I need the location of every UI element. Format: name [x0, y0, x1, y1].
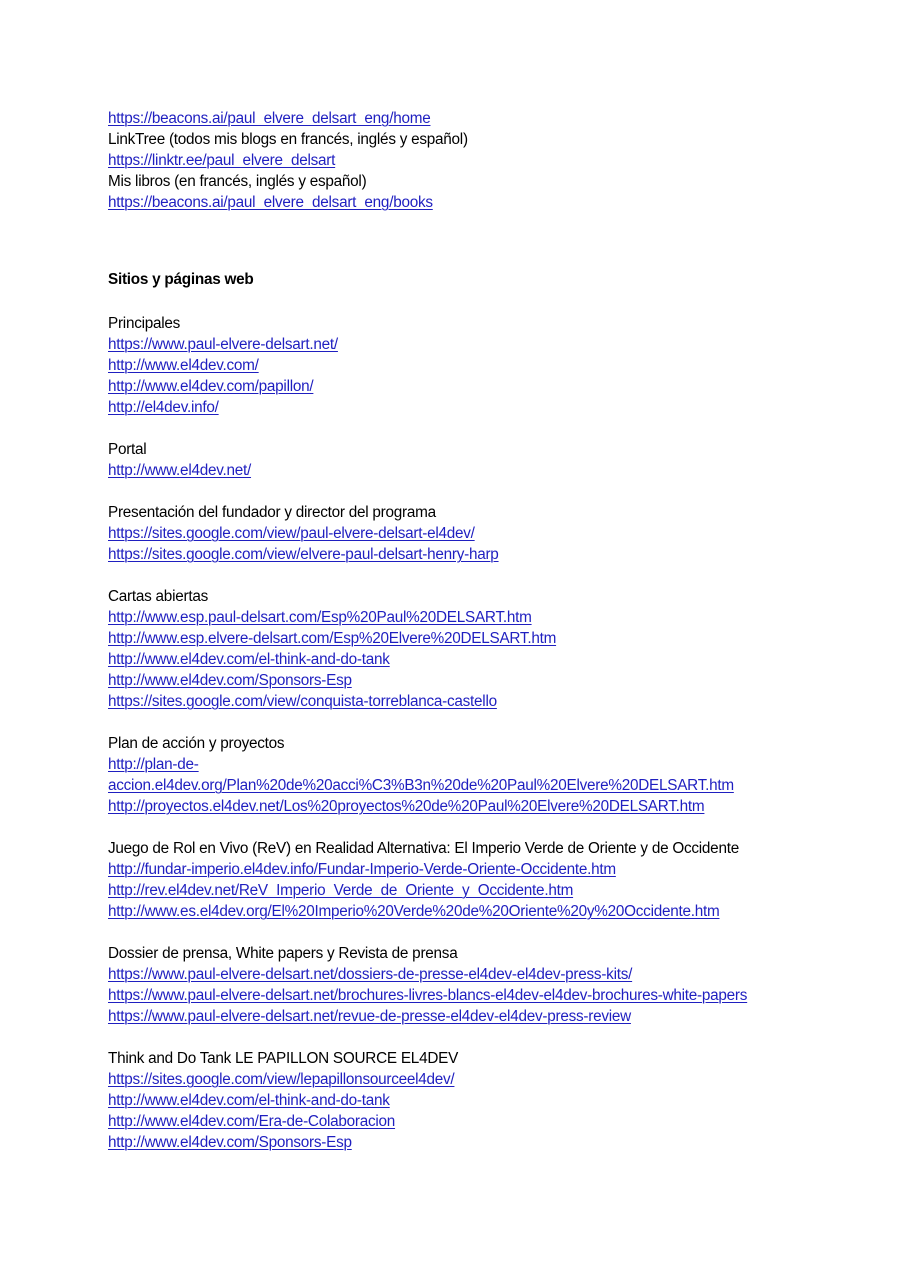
group-title: Portal — [108, 441, 147, 458]
group-link[interactable]: https://www.paul-elvere-delsart.net/revue-de-presse-el4dev-el4dev-press-review — [108, 1008, 631, 1025]
group-link[interactable]: http://www.el4dev.com/el-think-and-do-tank — [108, 651, 390, 668]
group-link[interactable]: http://www.el4dev.com/Sponsors-Esp — [108, 672, 352, 689]
group-link[interactable]: http://rev.el4dev.net/ReV_Imperio_Verde_de_Oriente_y_Occidente.htm — [108, 882, 574, 899]
group-link[interactable]: accion.el4dev.org/Plan%20de%20acci%C3%B3n%20de%20Paul%20Elvere%20DELSART.htm — [108, 777, 734, 794]
group-title: Presentación del fundador y director del programa — [108, 504, 436, 521]
group-link[interactable]: http://fundar-imperio.el4dev.info/Fundar-Imperio-Verde-Oriente-Occidente.htm — [108, 861, 616, 878]
group-link[interactable]: https://sites.google.com/view/paul-elvere-delsart-el4dev/ — [108, 525, 475, 542]
group-link[interactable]: https://www.paul-elvere-delsart.net/dossiers-de-presse-el4dev-el4dev-press-kits/ — [108, 966, 633, 983]
group-link[interactable]: http://www.esp.paul-delsart.com/Esp%20Paul%20DELSART.htm — [108, 609, 532, 626]
group-link[interactable]: http://plan-de- — [108, 756, 199, 773]
group-title: Cartas abiertas — [108, 588, 208, 605]
group-plan-de-accion — [108, 733, 888, 817]
group-title: Think and Do Tank LE PAPILLON SOURCE EL4DEV — [108, 1050, 459, 1067]
group-link[interactable]: http://www.el4dev.com/ — [108, 357, 259, 374]
group-link[interactable]: http://www.esp.elvere-delsart.com/Esp%20Elvere%20DELSART.htm — [108, 630, 557, 647]
group-link[interactable]: http://www.el4dev.com/Era-de-Colaboracion — [108, 1113, 396, 1130]
group-dossier-de-prensa — [108, 943, 888, 1027]
group-title: Plan de acción y proyectos — [108, 735, 285, 752]
group-portal — [108, 439, 888, 481]
group-link[interactable]: https://sites.google.com/view/conquista-torreblanca-castello — [108, 693, 497, 710]
group-presentacion — [108, 502, 888, 565]
group-link[interactable]: http://www.el4dev.com/el-think-and-do-tank — [108, 1092, 390, 1109]
books-description: Mis libros (en francés, inglés y español) — [108, 173, 367, 190]
top-links-block — [108, 108, 888, 213]
group-link[interactable]: http://proyectos.el4dev.net/Los%20proyectos%20de%20Paul%20Elvere%20DELSART.htm — [108, 798, 705, 815]
group-link[interactable]: http://www.el4dev.net/ — [108, 462, 252, 479]
group-cartas-abiertas — [108, 586, 888, 712]
group-link[interactable]: https://www.paul-elvere-delsart.net/ — [108, 336, 338, 353]
document-page — [108, 108, 888, 1153]
group-title: Dossier de prensa, White papers y Revista de prensa — [108, 945, 458, 962]
group-title: Principales — [108, 315, 181, 332]
linktree-link[interactable]: https://linktr.ee/paul_elvere_delsart — [108, 152, 336, 169]
group-link[interactable]: http://www.el4dev.com/papillon/ — [108, 378, 314, 395]
group-link[interactable]: https://sites.google.com/view/lepapillonsourceel4dev/ — [108, 1071, 455, 1088]
group-link[interactable]: https://sites.google.com/view/elvere-paul-delsart-henry-harp — [108, 546, 499, 563]
group-link[interactable]: http://www.el4dev.com/Sponsors-Esp — [108, 1134, 352, 1151]
group-title: Juego de Rol en Vivo (ReV) en Realidad Alternativa: El Imperio Verde de Oriente y de Occidente — [108, 840, 739, 857]
group-link[interactable]: http://www.es.el4dev.org/El%20Imperio%20Verde%20de%20Oriente%20y%20Occidente.htm — [108, 903, 720, 920]
group-think-and-do-tank — [108, 1048, 888, 1153]
beacons-books-link[interactable]: https://beacons.ai/paul_elvere_delsart_eng/books — [108, 194, 433, 211]
group-link[interactable]: https://www.paul-elvere-delsart.net/brochures-livres-blancs-el4dev-el4dev-brochures-white-papers — [108, 987, 748, 1004]
group-juego-de-rol — [108, 838, 888, 922]
section-heading: Sitios y páginas web — [108, 271, 254, 288]
beacons-home-link[interactable]: https://beacons.ai/paul_elvere_delsart_eng/home — [108, 110, 431, 127]
linktree-description: LinkTree (todos mis blogs en francés, inglés y español) — [108, 131, 468, 148]
group-link[interactable]: http://el4dev.info/ — [108, 399, 219, 416]
group-principales — [108, 313, 888, 418]
